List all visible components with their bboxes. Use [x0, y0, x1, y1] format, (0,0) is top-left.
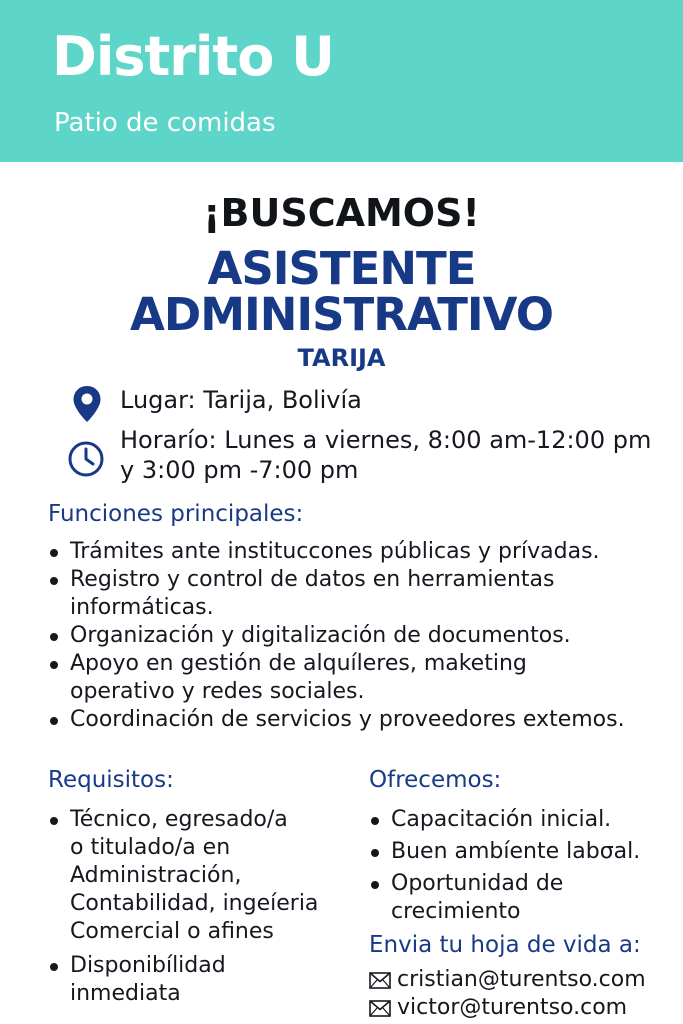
email-row-2[interactable] [369, 994, 627, 1022]
list-item [48, 806, 318, 946]
list-item-line: Apoyo en gestión de alquíleres, maketing [70, 651, 527, 676]
job-city: TARIJA [297, 344, 386, 372]
schedule-line-1: Horarío: Lunes a viernes, 8:00 am-12:00 pm [120, 426, 652, 454]
list-item-line: Comercial o afines [70, 919, 274, 944]
list-item-line: Disponibílidad [70, 953, 226, 978]
list-item-line: o titulado/a en [70, 835, 231, 860]
email-address-2[interactable]: victor@turentso.com [397, 995, 628, 1020]
list-item [48, 952, 318, 1008]
list-item-line: Oportunidad de [391, 871, 564, 896]
email-address-1[interactable]: cristian@turentso.com [397, 967, 646, 992]
list-item-line: operativo y redes sociales. [70, 679, 365, 704]
list-item [369, 870, 640, 926]
map-pin-icon [72, 385, 102, 423]
schedule-text [120, 425, 651, 485]
list-item-line: Capacitación inicial. [391, 807, 612, 832]
list-item-line: Buen ambíente labσal. [391, 839, 641, 864]
list-item [48, 650, 625, 706]
envelope-icon [369, 1000, 391, 1017]
clock-icon [67, 440, 105, 478]
brand-title: Distrito U [52, 25, 334, 88]
list-item [369, 838, 640, 866]
requisitos-title: Requisitos: [48, 767, 174, 793]
header-band [0, 0, 683, 162]
location-text: Lugar: Tarija, Bolivía [120, 386, 362, 414]
list-item [369, 806, 640, 834]
ofrecemos-list [369, 806, 640, 926]
envelope-icon [369, 972, 391, 989]
list-item-line: inmediata [70, 981, 181, 1006]
ofrecemos-title: Ofrecemos: [369, 767, 502, 793]
list-item-line: Trámites ante instituccones públicas y prívadas. [70, 539, 600, 564]
brand-subtitle: Patio de comidas [54, 108, 276, 138]
list-item-line: crecimiento [391, 899, 521, 924]
job-title [0, 242, 683, 341]
list-item [48, 622, 625, 650]
list-item-line: Contabilidad, ingeíeria [70, 891, 319, 916]
list-item [48, 566, 625, 622]
job-title-line-2: ADMINISTRATIVO [130, 288, 553, 341]
contact-title: Envia tu hoja de vida a: [369, 932, 641, 958]
hiring-kicker: ¡BUSCAMOS! [203, 191, 480, 235]
job-title-line-1: ASISTENTE [207, 242, 476, 295]
list-item-line: informáticas. [70, 595, 214, 620]
list-item-line: Técnico, egresado/a [70, 807, 288, 832]
email-row-1[interactable] [369, 966, 646, 994]
schedule-line-2: y 3:00 pm -7:00 pm [120, 456, 359, 484]
list-item-line: Coordinación de servicios y proveedores extemos. [70, 707, 625, 732]
list-item-line: Registro y control de datos en herramientas [70, 567, 555, 592]
list-item [48, 706, 625, 734]
list-item [48, 538, 625, 566]
funciones-title: Funciones principales: [48, 501, 304, 527]
list-item-line: Organización y digitalización de documentos. [70, 623, 571, 648]
requisitos-list [48, 806, 318, 1008]
list-item-line: Administración, [70, 863, 242, 888]
funciones-list [48, 538, 625, 734]
